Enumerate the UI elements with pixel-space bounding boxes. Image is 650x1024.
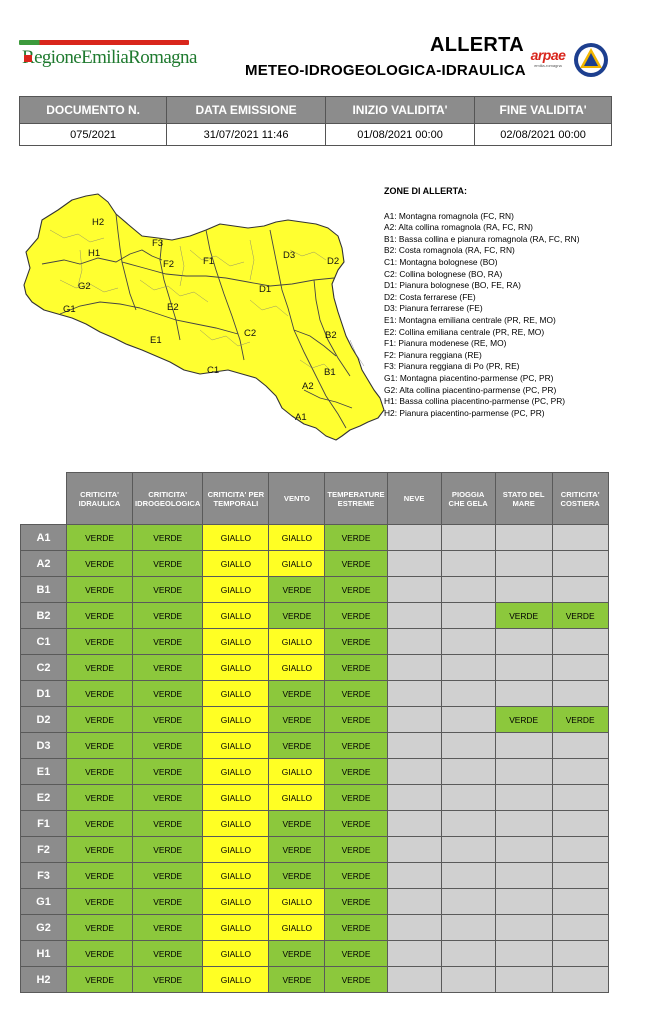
risk-cell: VERDE — [67, 525, 133, 551]
zone-code: H2 — [21, 967, 67, 993]
risk-cell — [495, 629, 552, 655]
legend-item: H2: Pianura piacentino-parmense (PC, PR) — [384, 407, 545, 418]
risk-cell: VERDE — [133, 577, 203, 603]
risk-cell — [495, 967, 552, 993]
risk-cell: VERDE — [133, 681, 203, 707]
risk-cell — [552, 733, 608, 759]
risk-cell: VERDE — [67, 681, 133, 707]
map-label-a2: A2 — [302, 381, 314, 392]
risk-cell: GIALLO — [203, 759, 269, 785]
risk-cell — [441, 837, 495, 863]
risk-cell — [387, 967, 441, 993]
risk-cell: VERDE — [133, 837, 203, 863]
risk-header-8: STATO DEL MARE — [495, 473, 552, 525]
risk-cell — [495, 525, 552, 551]
risk-cell: VERDE — [269, 941, 325, 967]
risk-cell: VERDE — [325, 863, 387, 889]
risk-cell — [552, 577, 608, 603]
risk-cell — [495, 889, 552, 915]
info-header-inizio-validita: INIZIO VALIDITA' — [325, 97, 474, 124]
table-row — [21, 941, 609, 967]
risk-cell: VERDE — [325, 811, 387, 837]
risk-cell: VERDE — [133, 967, 203, 993]
risk-cell: VERDE — [325, 525, 387, 551]
risk-cell: GIALLO — [203, 889, 269, 915]
map-label-e1: E1 — [150, 335, 162, 346]
risk-cell: VERDE — [67, 629, 133, 655]
risk-cell: VERDE — [133, 525, 203, 551]
risk-cell: VERDE — [325, 837, 387, 863]
zone-code: B2 — [21, 603, 67, 629]
zone-code: G2 — [21, 915, 67, 941]
risk-cell — [387, 837, 441, 863]
risk-cell — [495, 863, 552, 889]
risk-table-corner — [21, 473, 67, 525]
risk-cell — [552, 811, 608, 837]
map-label-f1: F1 — [203, 256, 215, 267]
risk-cell: GIALLO — [269, 889, 325, 915]
risk-cell: VERDE — [552, 603, 608, 629]
map-label-d1: D1 — [259, 284, 272, 295]
risk-cell: VERDE — [269, 577, 325, 603]
info-header-data-emissione: DATA EMISSIONE — [167, 97, 326, 124]
table-row — [21, 577, 609, 603]
risk-cell: GIALLO — [203, 707, 269, 733]
info-header-documento: DOCUMENTO N. — [20, 97, 167, 124]
risk-cell: VERDE — [133, 785, 203, 811]
risk-cell — [495, 837, 552, 863]
legend-item: D1: Pianura bolognese (BO, FE, RA) — [384, 280, 521, 291]
risk-cell: VERDE — [269, 681, 325, 707]
legend-item: F2: Pianura reggiana (RE) — [384, 349, 482, 360]
risk-cell: GIALLO — [269, 551, 325, 577]
risk-cell — [387, 707, 441, 733]
risk-cell — [441, 707, 495, 733]
risk-cell: GIALLO — [203, 603, 269, 629]
risk-cell: VERDE — [325, 655, 387, 681]
page-title: ALLERTA — [430, 34, 524, 56]
risk-cell: VERDE — [67, 889, 133, 915]
legend-item: G1: Montagna piacentino-parmense (PC, PR) — [384, 372, 554, 383]
legend-item: D3: Pianura ferrarese (FE) — [384, 303, 483, 314]
risk-cell — [441, 681, 495, 707]
legend-item: B2: Costa romagnola (RA, FC, RN) — [384, 245, 515, 256]
table-row — [21, 655, 609, 681]
arpae-logo-name: arpae — [530, 47, 566, 63]
risk-cell: GIALLO — [269, 525, 325, 551]
risk-cell: VERDE — [269, 967, 325, 993]
risk-header-5: TEMPERATURE ESTREME — [325, 473, 387, 525]
info-fine-validita-value: 02/08/2021 00:00 — [475, 124, 612, 146]
risk-cell — [387, 915, 441, 941]
risk-cell: VERDE — [67, 577, 133, 603]
risk-cell: VERDE — [133, 759, 203, 785]
risk-cell — [552, 837, 608, 863]
risk-cell — [495, 811, 552, 837]
risk-table-body — [21, 525, 609, 993]
table-row — [21, 681, 609, 707]
risk-cell — [387, 785, 441, 811]
table-row — [21, 525, 609, 551]
risk-cell — [387, 759, 441, 785]
map-label-g2: G2 — [78, 281, 91, 292]
info-data-emissione-value: 31/07/2021 11:46 — [167, 124, 326, 146]
risk-cell: VERDE — [269, 707, 325, 733]
risk-cell: VERDE — [325, 551, 387, 577]
table-row — [21, 629, 609, 655]
map-label-f2: F2 — [163, 259, 175, 270]
table-row — [21, 603, 609, 629]
table-row — [21, 837, 609, 863]
risk-header-3: CRITICITA' PER TEMPORALI — [203, 473, 269, 525]
risk-cell — [387, 681, 441, 707]
risk-cell — [552, 681, 608, 707]
risk-cell — [387, 811, 441, 837]
risk-cell — [495, 759, 552, 785]
risk-cell: GIALLO — [203, 967, 269, 993]
arpae-logo — [528, 47, 568, 68]
table-row — [21, 733, 609, 759]
risk-cell: VERDE — [67, 733, 133, 759]
zone-code: E1 — [21, 759, 67, 785]
zone-code: F1 — [21, 811, 67, 837]
risk-header-2: CRITICITA' IDROGEOLOGICA — [133, 473, 203, 525]
risk-cell — [441, 785, 495, 811]
risk-cell — [387, 629, 441, 655]
legend-title: ZONE DI ALLERTA: — [384, 186, 467, 196]
risk-cell — [552, 941, 608, 967]
risk-cell — [387, 551, 441, 577]
risk-header-4: VENTO — [269, 473, 325, 525]
risk-cell — [441, 629, 495, 655]
risk-cell: VERDE — [325, 941, 387, 967]
region-logo-bar — [19, 40, 189, 45]
region-outline — [24, 194, 384, 440]
risk-cell: VERDE — [133, 915, 203, 941]
risk-cell: GIALLO — [203, 837, 269, 863]
risk-cell — [552, 655, 608, 681]
table-row — [21, 785, 609, 811]
risk-cell — [387, 889, 441, 915]
risk-cell: GIALLO — [203, 551, 269, 577]
map-label-g1: G1 — [63, 304, 76, 315]
risk-cell: VERDE — [325, 603, 387, 629]
alert-zones-map — [20, 190, 390, 445]
risk-cell — [387, 941, 441, 967]
legend-item: B1: Bassa collina e pianura romagnola (RA, FC, RN) — [384, 233, 580, 244]
risk-cell — [552, 915, 608, 941]
zone-code: B1 — [21, 577, 67, 603]
risk-cell: GIALLO — [203, 525, 269, 551]
risk-cell: VERDE — [67, 811, 133, 837]
risk-header-6: NEVE — [387, 473, 441, 525]
risk-cell — [441, 941, 495, 967]
risk-cell: VERDE — [133, 889, 203, 915]
zone-code: D3 — [21, 733, 67, 759]
map-label-c2: C2 — [244, 328, 257, 339]
map-label-b1: B1 — [324, 367, 336, 378]
zone-code: G1 — [21, 889, 67, 915]
risk-cell: GIALLO — [203, 629, 269, 655]
protezione-civile-logo-icon — [573, 40, 609, 80]
risk-cell: VERDE — [325, 759, 387, 785]
risk-cell: VERDE — [133, 629, 203, 655]
risk-cell: VERDE — [269, 603, 325, 629]
legend-item: A1: Montagna romagnola (FC, RN) — [384, 210, 514, 221]
risk-cell: VERDE — [325, 629, 387, 655]
risk-cell — [495, 915, 552, 941]
legend-item: E1: Montagna emiliana centrale (PR, RE, MO) — [384, 314, 556, 325]
risk-cell: GIALLO — [269, 629, 325, 655]
risk-table — [20, 472, 609, 993]
map-label-d3: D3 — [283, 250, 296, 261]
risk-cell: VERDE — [325, 889, 387, 915]
risk-cell: VERDE — [67, 863, 133, 889]
map-label-a1: A1 — [295, 412, 307, 423]
map-label-h2: H2 — [92, 217, 105, 228]
legend-item: C1: Montagna bolognese (BO) — [384, 256, 498, 267]
risk-cell — [552, 889, 608, 915]
risk-cell: VERDE — [325, 707, 387, 733]
table-row — [21, 967, 609, 993]
risk-cell: VERDE — [325, 785, 387, 811]
risk-cell: VERDE — [495, 707, 552, 733]
legend-item: D2: Costa ferrarese (FE) — [384, 291, 476, 302]
legend-item: F3: Pianura reggiana di Po (PR, RE) — [384, 361, 520, 372]
risk-cell — [552, 525, 608, 551]
risk-cell — [441, 577, 495, 603]
risk-cell: VERDE — [325, 681, 387, 707]
risk-cell: GIALLO — [203, 733, 269, 759]
risk-cell — [441, 915, 495, 941]
risk-cell — [387, 655, 441, 681]
zone-code: D2 — [21, 707, 67, 733]
risk-cell: VERDE — [133, 863, 203, 889]
risk-cell: VERDE — [67, 837, 133, 863]
map-label-c1: C1 — [207, 365, 220, 376]
table-row — [21, 863, 609, 889]
table-row — [21, 811, 609, 837]
risk-cell — [387, 733, 441, 759]
risk-header-9: CRITICITA' COSTIERA — [552, 473, 608, 525]
legend-item: E2: Collina emiliana centrale (PR, RE, MO) — [384, 326, 545, 337]
risk-cell — [495, 551, 552, 577]
risk-cell: VERDE — [269, 811, 325, 837]
region-logo-text: RegioneEmiliaRomagna — [22, 47, 197, 68]
arpae-logo-sub: emilia-romagna — [534, 63, 562, 68]
map-label-d2: D2 — [327, 256, 340, 267]
risk-cell: GIALLO — [203, 811, 269, 837]
risk-header-1: CRITICITA' IDRAULICA — [67, 473, 133, 525]
legend-item: F1: Pianura modenese (RE, MO) — [384, 338, 507, 349]
zone-code: F3 — [21, 863, 67, 889]
legend-item: C2: Collina bolognese (BO, RA) — [384, 268, 503, 279]
risk-cell: VERDE — [325, 577, 387, 603]
risk-cell: VERDE — [133, 707, 203, 733]
risk-cell — [495, 577, 552, 603]
risk-cell: VERDE — [67, 967, 133, 993]
risk-cell — [441, 655, 495, 681]
risk-cell — [441, 889, 495, 915]
risk-cell: VERDE — [67, 915, 133, 941]
risk-cell — [495, 655, 552, 681]
zone-legend — [384, 186, 624, 419]
risk-cell: GIALLO — [203, 941, 269, 967]
zone-code: E2 — [21, 785, 67, 811]
zone-code: C1 — [21, 629, 67, 655]
legend-list — [384, 211, 624, 420]
legend-item: H1: Bassa collina piacentino-parmense (PC, PR) — [384, 396, 566, 407]
risk-cell: VERDE — [269, 863, 325, 889]
risk-cell — [441, 863, 495, 889]
risk-header-7: PIOGGIA CHE GELA — [441, 473, 495, 525]
map-label-b2: B2 — [325, 330, 337, 341]
risk-cell: VERDE — [67, 759, 133, 785]
page-subtitle: METEO-IDROGEOLOGICA-IDRAULICA — [245, 62, 526, 79]
table-row — [21, 915, 609, 941]
risk-cell: VERDE — [133, 811, 203, 837]
risk-cell — [495, 941, 552, 967]
risk-cell — [552, 967, 608, 993]
document-info-table — [19, 96, 612, 146]
table-row — [21, 551, 609, 577]
zone-code: H1 — [21, 941, 67, 967]
risk-cell: VERDE — [67, 551, 133, 577]
legend-item: A2: Alta collina romagnola (RA, FC, RN) — [384, 222, 533, 233]
risk-cell: VERDE — [133, 603, 203, 629]
risk-cell: GIALLO — [203, 655, 269, 681]
risk-cell — [552, 863, 608, 889]
risk-cell — [441, 759, 495, 785]
risk-cell: VERDE — [133, 733, 203, 759]
table-row — [21, 707, 609, 733]
zone-code: A1 — [21, 525, 67, 551]
zone-code: D1 — [21, 681, 67, 707]
zone-code: C2 — [21, 655, 67, 681]
risk-cell — [441, 603, 495, 629]
zone-code: A2 — [21, 551, 67, 577]
info-inizio-validita-value: 01/08/2021 00:00 — [325, 124, 474, 146]
risk-cell — [441, 525, 495, 551]
risk-cell: VERDE — [67, 707, 133, 733]
risk-cell: VERDE — [325, 967, 387, 993]
risk-cell: VERDE — [495, 603, 552, 629]
risk-cell: VERDE — [67, 941, 133, 967]
risk-cell: VERDE — [67, 785, 133, 811]
risk-cell: GIALLO — [269, 785, 325, 811]
risk-cell: VERDE — [552, 707, 608, 733]
table-row — [21, 759, 609, 785]
zone-code: F2 — [21, 837, 67, 863]
risk-cell: GIALLO — [203, 863, 269, 889]
risk-cell: VERDE — [133, 941, 203, 967]
risk-cell: GIALLO — [203, 577, 269, 603]
risk-cell: VERDE — [325, 733, 387, 759]
risk-cell — [552, 785, 608, 811]
risk-cell: VERDE — [133, 655, 203, 681]
risk-cell: GIALLO — [269, 915, 325, 941]
risk-cell — [552, 759, 608, 785]
risk-cell: GIALLO — [203, 915, 269, 941]
risk-cell — [387, 863, 441, 889]
risk-cell — [387, 577, 441, 603]
risk-cell: GIALLO — [269, 655, 325, 681]
map-label-e2: E2 — [167, 302, 179, 313]
risk-cell — [387, 603, 441, 629]
risk-cell — [441, 733, 495, 759]
risk-cell — [495, 733, 552, 759]
risk-cell — [552, 551, 608, 577]
risk-cell: GIALLO — [203, 785, 269, 811]
risk-cell: VERDE — [67, 655, 133, 681]
table-row — [21, 889, 609, 915]
risk-cell: GIALLO — [203, 681, 269, 707]
legend-item: G2: Alta collina piacentino-parmense (PC, PR) — [384, 384, 557, 395]
risk-cell: VERDE — [67, 603, 133, 629]
risk-cell — [552, 629, 608, 655]
risk-cell: VERDE — [269, 837, 325, 863]
info-header-fine-validita: FINE VALIDITA' — [475, 97, 612, 124]
info-documento-value: 075/2021 — [20, 124, 167, 146]
risk-cell: VERDE — [269, 733, 325, 759]
risk-cell — [441, 967, 495, 993]
risk-cell: GIALLO — [269, 759, 325, 785]
region-logo — [19, 40, 197, 69]
risk-cell — [495, 681, 552, 707]
risk-cell — [441, 551, 495, 577]
risk-cell — [495, 785, 552, 811]
risk-cell — [387, 525, 441, 551]
risk-cell: VERDE — [325, 915, 387, 941]
map-label-f3: F3 — [152, 238, 164, 249]
map-label-h1: H1 — [88, 248, 101, 259]
risk-cell: VERDE — [133, 551, 203, 577]
risk-cell — [441, 811, 495, 837]
